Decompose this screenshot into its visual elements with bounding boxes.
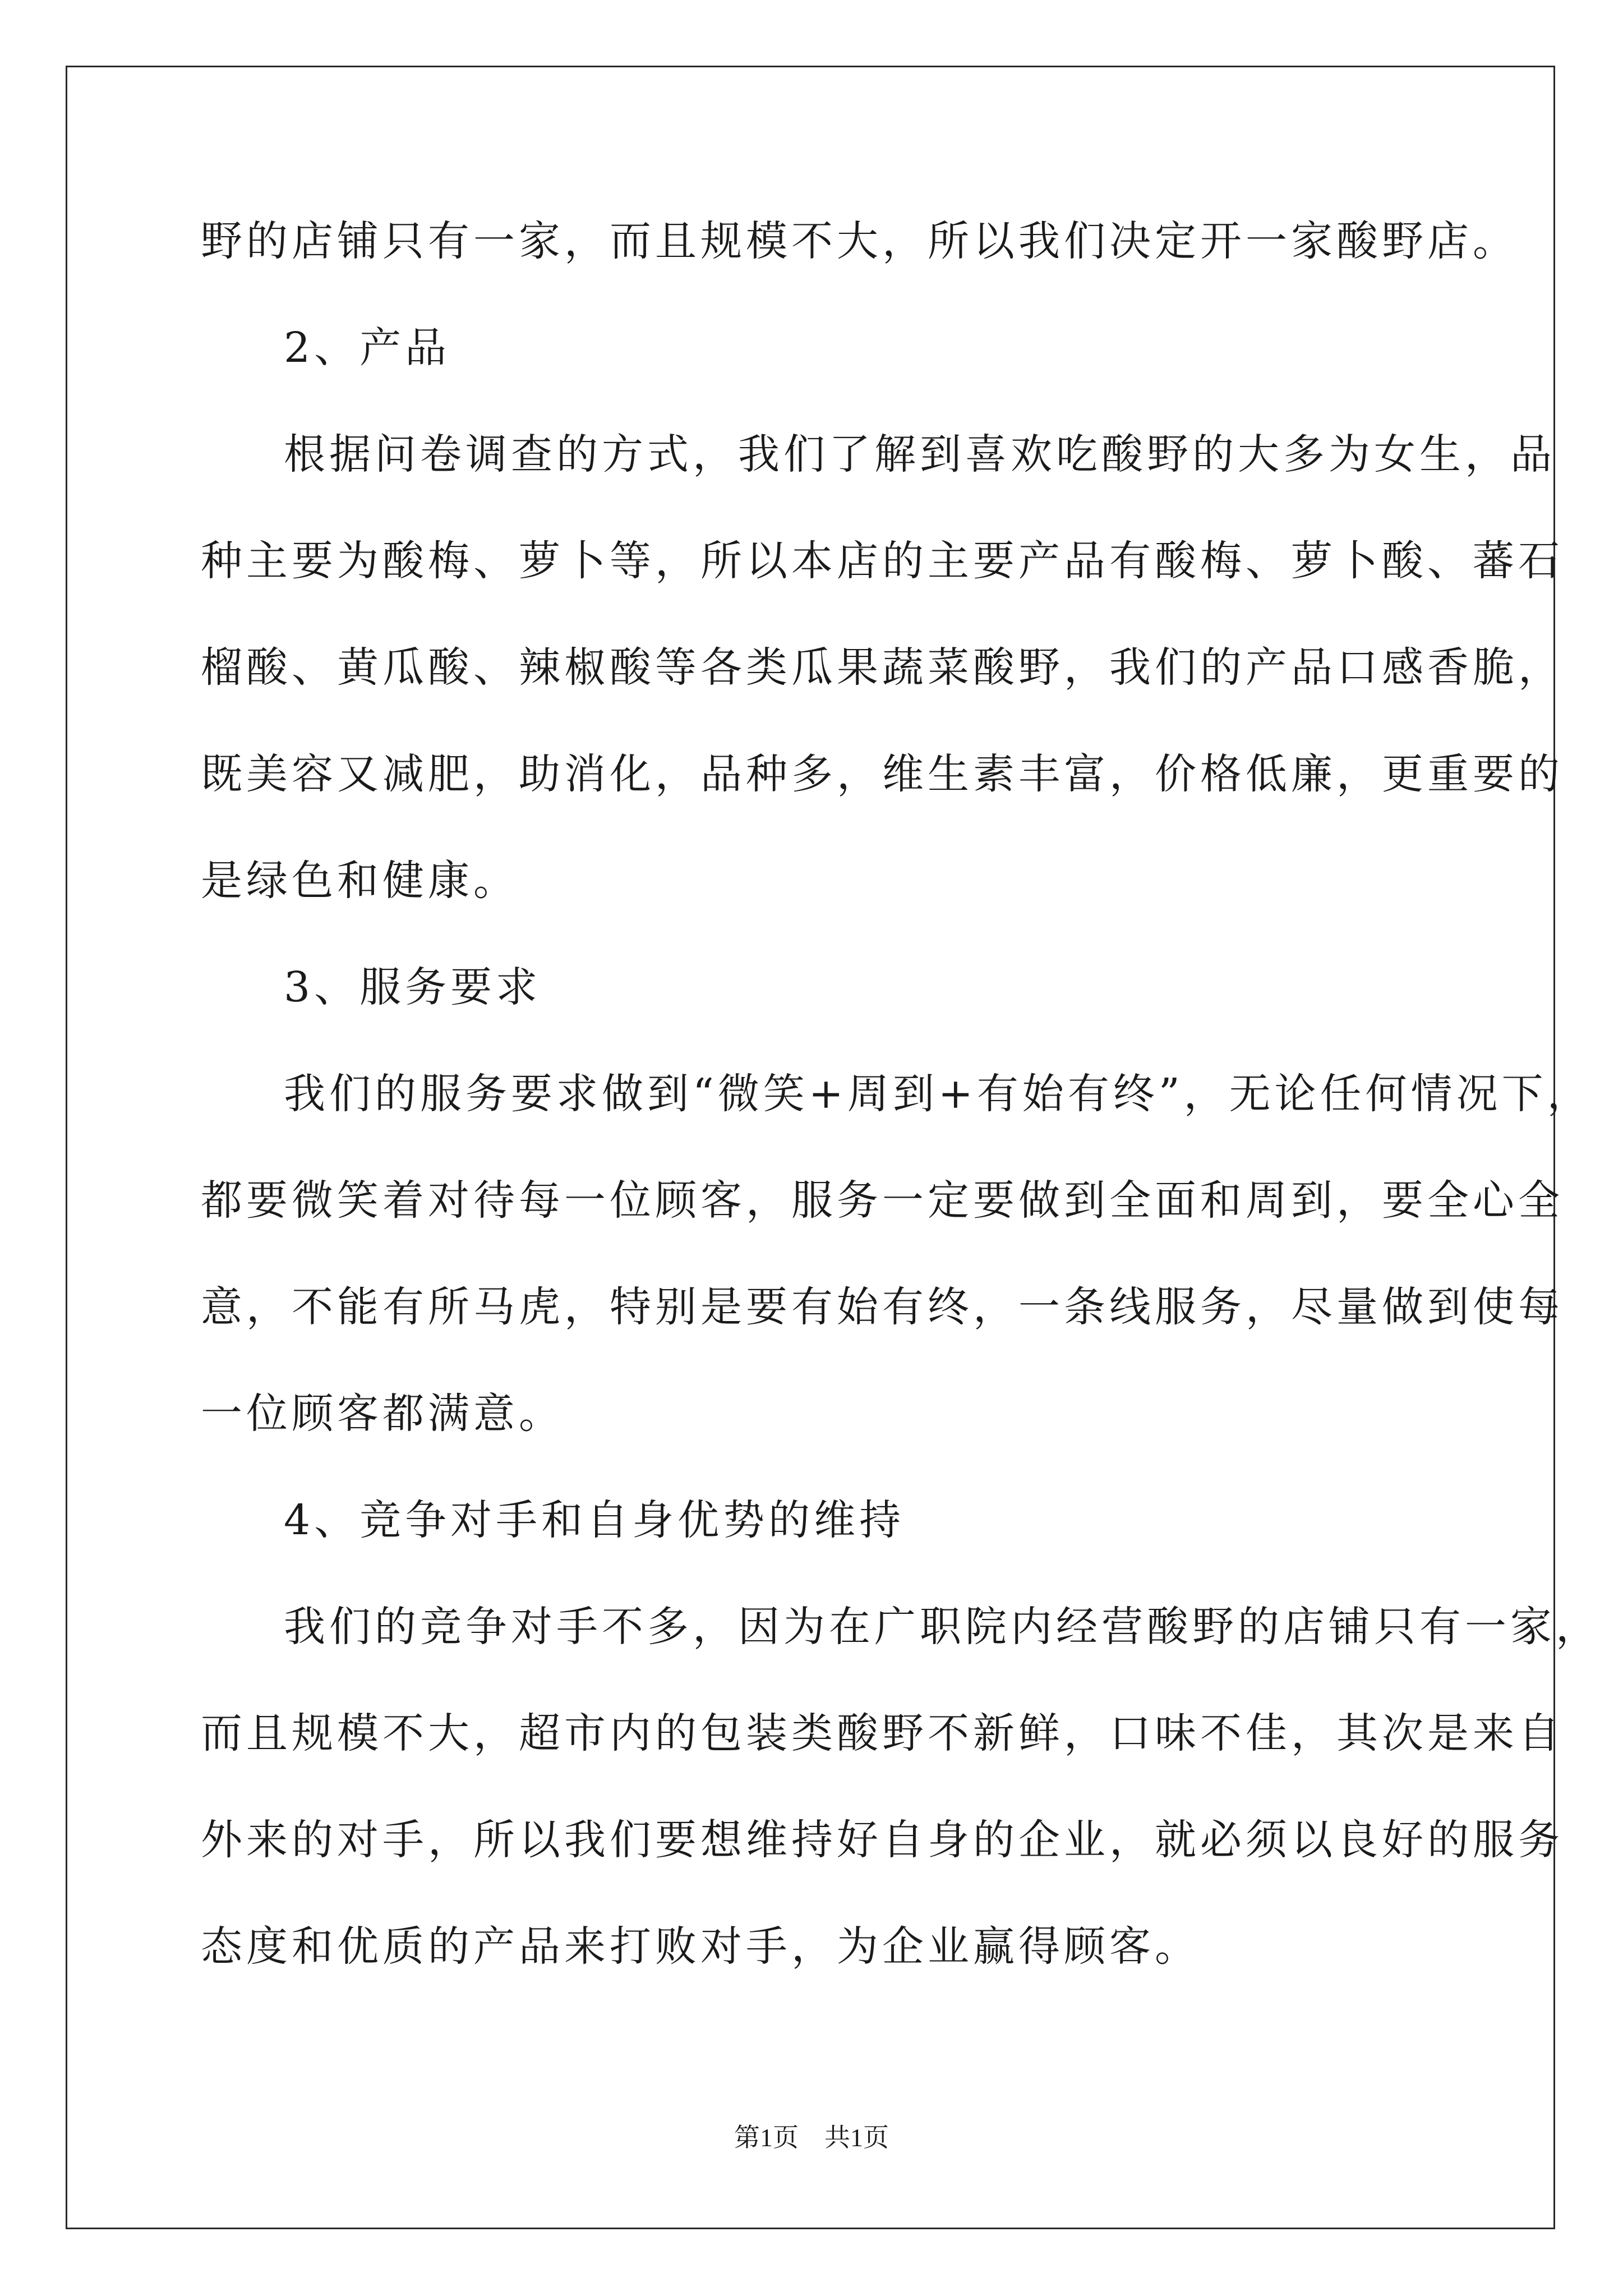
paragraph-line: 意，不能有所马虎，特别是要有始有终，一条线服务，尽量做到使每 (201, 1283, 1564, 1331)
paragraph-line: 态度和优质的产品来打败对手，为企业赢得顾客。 (201, 1922, 1200, 1971)
paragraph-line: 种主要为酸梅、萝卜等，所以本店的主要产品有酸梅、萝卜酸、蕃石 (201, 537, 1564, 585)
section-heading-competition: 4、竞争对手和自身优势的维持 (284, 1496, 905, 1544)
paragraph-line: 既美容又减肥，助消化，品种多，维生素丰富，价格低廉，更重要的 (201, 750, 1564, 798)
section-heading-service: 3、服务要求 (284, 963, 542, 1011)
paragraph-line: 而且规模不大，超市内的包装类酸野不新鲜，口味不佳，其次是来自 (201, 1709, 1564, 1757)
paragraph-line: 我们的服务要求做到“微笑+周到+有始有终”，无论任何情况下， (284, 1070, 1593, 1118)
page-total: 共1页 (824, 2123, 889, 2152)
page-footer (0, 2121, 1623, 2155)
paragraph-line: 野的店铺只有一家，而且规模不大，所以我们决定开一家酸野店。 (201, 217, 1518, 265)
page-border (66, 66, 1555, 2229)
section-heading-product: 2、产品 (284, 324, 451, 372)
page-number: 第1页 (734, 2123, 799, 2152)
paragraph-line: 根据问卷调查的方式，我们了解到喜欢吃酸野的大多为女生，品 (284, 430, 1556, 478)
paragraph-line: 都要微笑着对待每一位顾客，服务一定要做到全面和周到，要全心全 (201, 1176, 1564, 1225)
paragraph-line: 外来的对手，所以我们要想维持好自身的企业，就必须以良好的服务 (201, 1816, 1564, 1864)
paragraph-line: 是绿色和健康。 (201, 857, 519, 905)
paragraph-line: 我们的竞争对手不多，因为在广职院内经营酸野的店铺只有一家， (284, 1603, 1601, 1651)
paragraph-line: 榴酸、黄瓜酸、辣椒酸等各类瓜果蔬菜酸野，我们的产品口感香脆， (201, 643, 1564, 692)
paragraph-line: 一位顾客都满意。 (201, 1389, 564, 1438)
